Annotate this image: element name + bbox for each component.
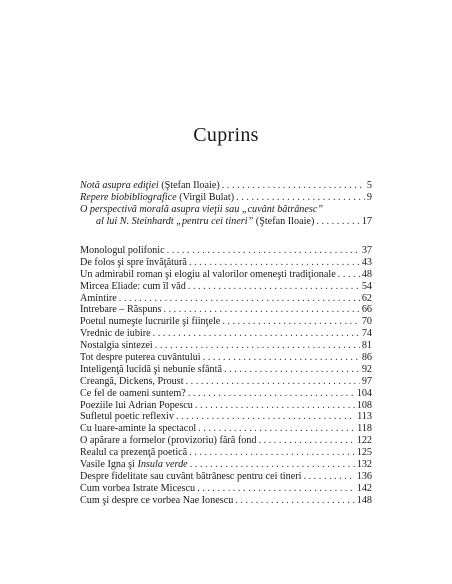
entry-page: 148: [356, 494, 372, 506]
toc-entry: [80, 423, 372, 435]
toc-entry: [80, 495, 372, 507]
entry-title: Inteligenţă lucidă şi nebunie sfântă: [80, 363, 223, 375]
toc-entry: [80, 328, 372, 340]
entry-title-line1: O perspectivă morală asupra vieţii sau „cuvânt bătrânesc”: [80, 203, 324, 215]
toc-entry: [80, 352, 372, 364]
entry-page: 97: [361, 375, 372, 387]
toc-entry: [80, 293, 372, 305]
entry-title-rest: (Ştefan Iloaie): [253, 215, 315, 227]
toc-entry: [80, 376, 372, 388]
entry-title: Creangă, Dickens, Proust: [80, 375, 184, 387]
entry-title: Întrebare – Răspuns: [80, 304, 162, 316]
toc-entry: [80, 304, 372, 316]
entry-title: Amintire: [80, 292, 117, 304]
leader-dots: [188, 388, 355, 400]
toc-entry: [80, 216, 372, 228]
leader-dots: [236, 192, 365, 204]
entry-page: 104: [356, 387, 372, 399]
toc-entry: [80, 269, 372, 281]
toc-entry: [80, 459, 372, 471]
entry-page: 62: [361, 292, 372, 304]
leader-dots: [119, 293, 360, 305]
entry-page: 5: [366, 180, 372, 191]
leader-dots: [222, 180, 365, 192]
entry-title-rest: (Ştefan Iloaie): [158, 180, 220, 191]
entry-page: 81: [361, 340, 372, 352]
toc-entry: [80, 316, 372, 328]
leader-dots: [189, 257, 360, 269]
leader-dots: [197, 483, 355, 495]
leader-dots: [203, 352, 360, 364]
leader-dots: [198, 423, 355, 435]
entry-page: 66: [361, 304, 372, 316]
entry-title: Tot despre puterea cuvântului: [80, 352, 201, 364]
toc-entry: [80, 180, 372, 192]
entry-title: Un admirabil roman şi elogiu al valorilor omeneşti tradiţionale: [80, 268, 336, 280]
entry-title-italic: Notă asupra ediţiei: [80, 180, 159, 191]
entry-page: 113: [357, 411, 372, 423]
entry-title-rest: (Virgil Bulat): [176, 191, 235, 203]
toc-entry: [80, 471, 372, 483]
leader-dots: [155, 340, 360, 352]
leader-dots: [189, 447, 355, 459]
entry-title-italic: Repere biobibliografice: [80, 191, 177, 203]
leader-dots: [163, 304, 359, 316]
leader-dots: [235, 495, 354, 507]
toc-entry: [80, 400, 372, 412]
entry-title: Vrednic de iubire: [80, 328, 151, 340]
entry-page: 70: [361, 316, 372, 328]
leader-dots: [188, 281, 360, 293]
entry-page: 108: [356, 399, 372, 411]
toc-entry: [80, 447, 372, 459]
entry-page: 125: [356, 447, 372, 459]
leader-dots: [186, 376, 360, 388]
toc-entry: [80, 340, 372, 352]
toc-entry: [80, 435, 372, 447]
leader-dots: [224, 364, 360, 376]
entry-page: 118: [357, 423, 372, 435]
leader-dots: [153, 328, 360, 340]
toc-entry: [80, 245, 372, 257]
entry-title-plain: Vasile Igna şi: [80, 459, 138, 471]
entry-title: De folos şi spre învăţătură: [80, 256, 187, 268]
entry-page: 48: [361, 268, 372, 280]
leader-dots: [338, 269, 360, 281]
entry-title: Realul ca prezenţă poetică: [80, 447, 188, 459]
entry-page: 9: [366, 191, 372, 203]
toc-entry: [80, 411, 372, 423]
toc-entry: [80, 483, 372, 495]
toc-entry: [80, 281, 372, 293]
leader-dots: [167, 245, 360, 257]
leader-dots: [316, 216, 359, 228]
entry-page: 43: [361, 256, 372, 268]
entry-page: 122: [356, 435, 372, 447]
entry-page: 92: [361, 363, 372, 375]
toc-front-matter: [80, 180, 372, 228]
leader-dots: [176, 411, 355, 423]
entry-title-italic: Insula verde: [137, 459, 188, 471]
entry-page: 136: [356, 470, 372, 482]
entry-page: 54: [361, 280, 372, 292]
entry-title: Poetul numeşte lucrurile şi fiinţele: [80, 316, 221, 328]
toc-entry: [80, 388, 372, 400]
toc-entry: [80, 192, 372, 204]
leader-dots: [259, 435, 355, 447]
leader-dots: [195, 400, 355, 412]
leader-dots: [190, 459, 355, 471]
page-title: Cuprins: [193, 124, 259, 146]
entry-title: O apărare a formelor (provizoriu) fără fond: [80, 435, 257, 447]
entry-title: Sufletul poetic reflexiv: [80, 411, 174, 423]
entry-page: 74: [361, 328, 372, 340]
toc-entry: [80, 257, 372, 269]
entry-page: 132: [356, 459, 372, 471]
entry-page: 17: [361, 215, 372, 227]
entry-title: Ce fel de oameni suntem?: [80, 387, 186, 399]
leader-dots: [222, 316, 359, 328]
entry-page: 37: [361, 245, 372, 256]
entry-title: Mircea Eliade: cum îl văd: [80, 280, 186, 292]
entry-title: Cum vorbea Istrate Micescu: [80, 482, 196, 494]
entry-title: Poeziile lui Adrian Popescu: [80, 399, 193, 411]
entry-title-italic: al lui N. Steinhardt „pentru cei tineri”: [96, 215, 254, 227]
entry-title: Cu luare-aminte la spectacol: [80, 423, 197, 435]
toc-list: [80, 245, 372, 507]
toc-entry: [80, 364, 372, 376]
entry-page: 142: [356, 482, 372, 494]
entry-page: 86: [361, 352, 372, 364]
leader-dots: [303, 471, 354, 483]
entry-title: Monologul polifonic: [80, 245, 165, 256]
entry-title: Despre fidelitate sau cuvânt bătrânesc pentru cei tineri: [80, 470, 302, 482]
entry-title: Cum şi despre ce vorbea Nae Ionescu: [80, 494, 234, 506]
entry-title: Nostalgia sintezei: [80, 340, 153, 352]
